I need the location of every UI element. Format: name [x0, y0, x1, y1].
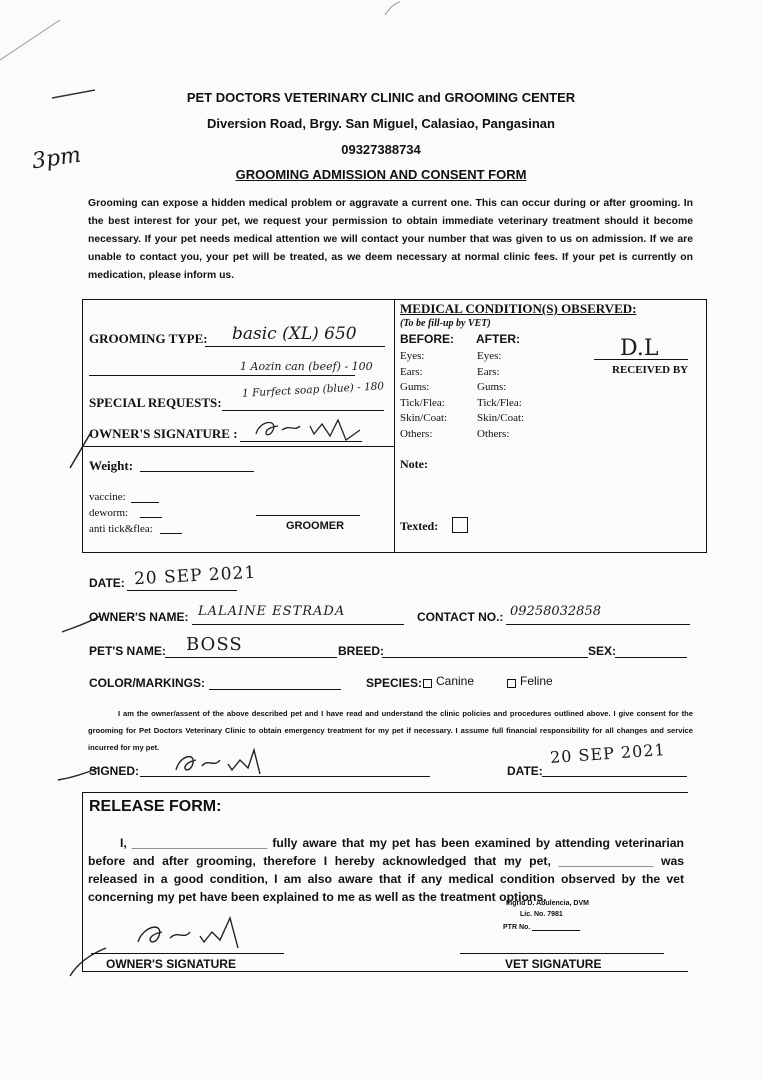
vaccine-label: vaccine: — [89, 491, 126, 503]
contact-label: CONTACT NO.: — [417, 610, 504, 624]
date-line — [127, 590, 237, 591]
color-line — [209, 689, 341, 690]
canine-checkbox[interactable] — [423, 679, 432, 688]
release-bottom-rule — [82, 971, 688, 972]
before-item: Skin/Coat: — [400, 412, 448, 424]
grooming-type-label: GROOMING TYPE: — [89, 331, 208, 346]
before-item: Tick/Flea: — [400, 396, 445, 409]
antitick-line — [160, 533, 182, 534]
signed-label: SIGNED: — [89, 764, 140, 778]
special-requests-value: 1 Furfect soap (blue) - 180 — [241, 380, 385, 400]
groomer-line — [256, 515, 360, 516]
release-top-rule — [82, 792, 688, 793]
intro-paragraph: Grooming can expose a hidden medical problem or aggravate a current one. This can occur during or after grooming. In the best interest for your pet, we request your permission to obtain immediate veterinary treatment should it become necessary. If your pet needs medical attention we will contact your number that was given to us on admission. If we are unable to contact you, your pet will be treated, as we deem necessary at normal clinic fees. If your pet is currently on medication, please inform us. — [88, 198, 693, 281]
species-label: SPECIES: — [366, 676, 423, 690]
before-label: BEFORE: — [400, 332, 454, 346]
clinic-address: Diversion Road, Brgy. San Miguel, Calasiao, Pangasinan — [207, 116, 555, 131]
before-item: Eyes: — [400, 350, 425, 362]
signed-date-line — [542, 776, 687, 777]
received-by-value: D.L — [620, 336, 659, 361]
antitick-label: anti tick&flea: — [89, 523, 153, 535]
vet-signature-line — [460, 953, 664, 954]
deworm-line — [140, 517, 162, 518]
sex-label: SEX: — [588, 644, 617, 658]
form-title: GROOMING ADMISSION AND CONSENT FORM — [235, 167, 527, 182]
owner-signature-line-release — [91, 953, 284, 954]
vaccine-line — [131, 502, 159, 503]
extra-line-value: 1 Aozin can (beef) - 100 — [240, 360, 373, 373]
color-label: COLOR/MARKINGS: — [89, 676, 205, 690]
contact-value: 09258032858 — [510, 604, 601, 619]
check-mark-release — [66, 930, 116, 980]
breed-label: BREED: — [338, 644, 385, 658]
vet-stamp-lic: Lic. No. 7981 — [520, 911, 563, 918]
clinic-phone: 09327388734 — [341, 142, 421, 157]
owner-signature-scribble — [250, 414, 370, 444]
after-item: Others: — [477, 427, 510, 440]
grooming-type-value: basic (XL) 650 — [232, 324, 357, 344]
feline-label: Feline — [520, 674, 553, 688]
owner-name-value: LALAINE ESTRADA — [198, 604, 346, 619]
box-hr — [82, 446, 395, 447]
canine-label: Canine — [436, 674, 475, 688]
owner-name-line — [192, 624, 404, 625]
signed-date-value: 20 SEP 2021 — [549, 739, 667, 768]
groomer-label: GROOMER — [286, 520, 345, 532]
owner-signature-label: OWNER'S SIGNATURE : — [89, 426, 238, 441]
clinic-name: PET DOCTORS VETERINARY CLINIC and GROOMING CENTER — [186, 90, 576, 105]
pet-name-label: PET'S NAME: — [89, 644, 166, 658]
texted-label: Texted: — [400, 519, 439, 533]
vet-stamp-ptr: PTR No. — [503, 924, 531, 931]
date-value: 20 SEP 2021 — [133, 562, 257, 590]
breed-line — [382, 657, 588, 658]
check-mark-signed — [56, 762, 106, 786]
release-owner-sig-label: OWNER'S SIGNATURE — [106, 957, 236, 971]
after-item: Skin/Coat: — [477, 412, 525, 424]
extra-line — [89, 375, 355, 376]
before-item: Others: — [400, 427, 433, 440]
contact-line — [506, 624, 690, 625]
sex-line — [615, 657, 687, 658]
release-title: RELEASE FORM: — [89, 798, 222, 815]
medical-subtitle: (To be fill-up by VET) — [400, 318, 491, 329]
after-item: Eyes: — [477, 350, 502, 362]
date-label: DATE: — [89, 576, 125, 590]
weight-label: Weight: — [89, 458, 134, 473]
special-requests-label: SPECIAL REQUESTS: — [89, 395, 222, 410]
before-list — [400, 349, 447, 442]
medical-title: MEDICAL CONDITION(S) OBSERVED: — [400, 301, 637, 316]
consent-paragraph: I am the owner/assent of the above described pet and I have read and understand the clinic policies and procedures outlined above. I give consent for the grooming for Pet Doctors Veterinary Clinic to obtain emergency treatment for my pet if necessary. I assume full financial responsibility for all changes and service incurred for my pet. — [88, 709, 693, 752]
vet-stamp-ptr-line — [532, 930, 580, 931]
received-by-label: RECEIVED BY — [612, 364, 689, 376]
vet-stamp-name: Ingrid D. Abulencia, DVM — [506, 900, 589, 907]
before-item: Gums: — [400, 381, 430, 393]
after-item: Gums: — [477, 381, 507, 393]
texted-checkbox[interactable] — [452, 517, 468, 533]
check-mark-owner-name — [60, 606, 110, 636]
special-requests-line — [222, 410, 384, 411]
note-label: Note: — [400, 457, 428, 471]
received-by-line — [594, 359, 688, 360]
release-vet-sig-label: VET SIGNATURE — [505, 957, 602, 971]
after-label: AFTER: — [476, 332, 520, 346]
release-body: I, ____________________ fully aware that my pet has been examined by attending veterinarian before and after grooming, therefore I hereby acknowledged that my pet, ______________ was released in a good condition, I am also aware that if any medical condition observed by the vet concerning my pet have been explained to me as well as the treatment options. — [88, 836, 684, 904]
pet-name-line — [165, 657, 337, 658]
time-note: 3pm — [30, 142, 83, 175]
release-owner-signature-scribble — [130, 916, 260, 956]
after-item: Tick/Flea: — [477, 396, 522, 409]
box-divider — [394, 299, 395, 552]
pet-name-value: BOSS — [186, 634, 243, 655]
signed-signature-scribble — [170, 746, 270, 782]
grooming-type-line — [205, 346, 385, 347]
deworm-label: deworm: — [89, 507, 129, 519]
after-item: Ears: — [477, 365, 500, 378]
before-item: Ears: — [400, 365, 423, 378]
weight-line — [140, 471, 254, 472]
after-list — [477, 349, 524, 442]
signed-date-label: DATE: — [507, 764, 543, 778]
feline-checkbox[interactable] — [507, 679, 516, 688]
owner-name-label: OWNER'S NAME: — [89, 610, 189, 624]
